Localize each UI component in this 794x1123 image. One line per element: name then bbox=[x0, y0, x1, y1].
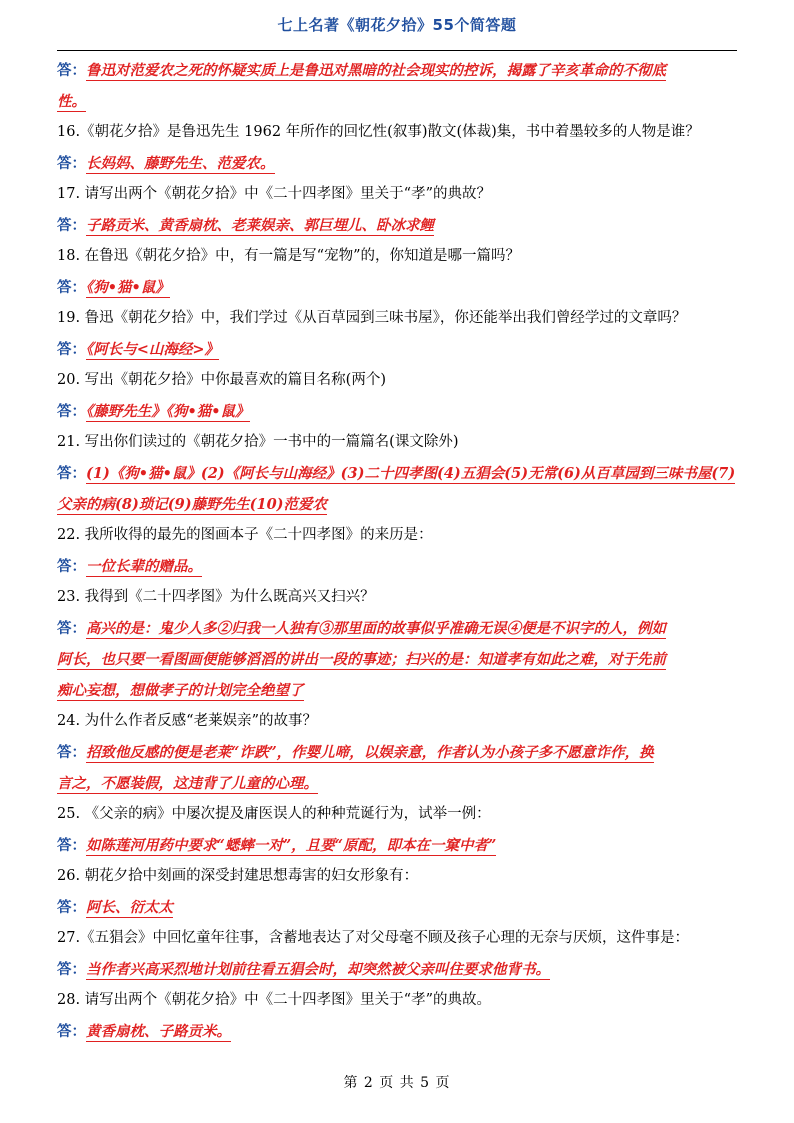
answer-text: 《狗•猫•鼠》 bbox=[86, 279, 170, 296]
answer-text: 阿长、衍太太 bbox=[86, 899, 173, 916]
answer-label: 答： bbox=[57, 62, 86, 79]
answer-text: 长妈妈、藤野先生、范爱农。 bbox=[86, 155, 275, 172]
answer-line bbox=[57, 551, 737, 582]
answer-text: 鲁迅对范爱农之死的怀疑实质上是鲁迅对黑暗的社会现实的控诉，揭露了辛亥革命的不彻底 bbox=[86, 62, 666, 79]
answer-label: 答： bbox=[57, 620, 86, 637]
page-header-title: 七上名著《朝花夕拾》55个简答题 bbox=[277, 16, 517, 34]
question-line: 25. 《父亲的病》中屡次提及庸医误人的种种荒诞行为，试举一例： bbox=[57, 806, 491, 822]
answer-text: 父亲的病(8)琐记(9)藤野先生(10)范爱农 bbox=[57, 496, 328, 513]
answer-label: 答： bbox=[57, 899, 86, 916]
question-line: 27.《五猖会》中回忆童年往事，含蓄地表达了对父母毫不顾及孩子心理的无奈与厌烦，这件事是： bbox=[57, 930, 690, 946]
answer-text: 高兴的是：鬼少人多②归我一人独有③那里面的故事似乎准确无误④便是不识字的人，例如 bbox=[86, 620, 666, 637]
answer-text: 阿长，也只要一看图画便能够滔滔的讲出一段的事迹；扫兴的是：知道孝有如此之难，对于先前 bbox=[57, 651, 666, 668]
answer-line bbox=[57, 489, 737, 520]
answer-line bbox=[57, 272, 737, 303]
answer-line bbox=[57, 613, 737, 644]
answer-text: 一位长辈的赠品。 bbox=[86, 558, 202, 575]
answer-text: 当作者兴高采烈地计划前往看五猖会时，却突然被父亲叫住要求他背书。 bbox=[86, 961, 550, 978]
answer-label: 答： bbox=[57, 279, 86, 296]
answer-label: 答： bbox=[57, 558, 86, 575]
answer-line bbox=[57, 55, 737, 86]
question-line: 24. 为什么作者反感“老莱娱亲”的故事？ bbox=[57, 713, 317, 729]
answer-line bbox=[57, 148, 737, 179]
question-line: 16.《朝花夕拾》是鲁迅先生 1962 年所作的回忆性(叙事)散文(体裁)集，书中着墨较多的人物是谁？ bbox=[57, 124, 700, 140]
answer-line bbox=[57, 768, 737, 799]
answer-line bbox=[57, 396, 737, 427]
answer-line bbox=[57, 954, 737, 985]
answer-label: 答： bbox=[57, 341, 86, 358]
question-line: 18. 在鲁迅《朝花夕拾》中，有一篇是写“宠物”的，你知道是哪一篇吗？ bbox=[57, 248, 520, 264]
question-line: 19. 鲁迅《朝花夕拾》中，我们学过《从百草园到三味书屋》，你还能举出我们曾经学过的文章吗？ bbox=[57, 310, 687, 326]
answer-text: 痴心妄想，想做孝子的计划完全绝望了 bbox=[57, 682, 304, 699]
answer-line bbox=[57, 830, 737, 861]
qa-content bbox=[57, 55, 737, 1047]
answer-line bbox=[57, 458, 737, 489]
answer-line bbox=[57, 675, 737, 706]
question-line: 26. 朝花夕拾中刻画的深受封建思想毒害的妇女形象有： bbox=[57, 868, 419, 884]
answer-label: 答： bbox=[57, 837, 86, 854]
answer-label: 答： bbox=[57, 465, 86, 482]
answer-line bbox=[57, 210, 737, 241]
header-divider bbox=[57, 50, 737, 51]
answer-text: 《阿长与<山海经>》 bbox=[86, 341, 220, 358]
answer-text: 子路贡米、黄香扇枕、老莱娱亲、郭巨埋儿、卧冰求鲤 bbox=[86, 217, 434, 234]
answer-line bbox=[57, 86, 737, 117]
answer-text: 如陈莲河用药中要求“蟋蟀一对”，且要“原配，即本在一窠中者” bbox=[86, 837, 497, 854]
question-line: 17. 请写出两个《朝花夕拾》中《二十四孝图》里关于“孝”的典故？ bbox=[57, 186, 491, 202]
question-line: 28. 请写出两个《朝花夕拾》中《二十四孝图》里关于“孝”的典故。 bbox=[57, 992, 491, 1008]
answer-label: 答： bbox=[57, 744, 86, 761]
answer-text: 《藤野先生》《狗•猫•鼠》 bbox=[86, 403, 250, 420]
answer-line bbox=[57, 334, 737, 365]
answer-text: 黄香扇枕、子路贡米。 bbox=[86, 1023, 231, 1040]
answer-line bbox=[57, 737, 737, 768]
answer-label: 答： bbox=[57, 961, 86, 978]
question-line: 20. 写出《朝花夕拾》中你最喜欢的篇目名称(两个) bbox=[57, 372, 386, 388]
answer-label: 答： bbox=[57, 403, 86, 420]
answer-line bbox=[57, 1016, 737, 1047]
answer-label: 答： bbox=[57, 155, 86, 172]
answer-label: 答： bbox=[57, 1023, 86, 1040]
answer-line bbox=[57, 892, 737, 923]
question-line: 22. 我所收得的最先的图画本子《二十四孝图》的来历是： bbox=[57, 527, 433, 543]
answer-text: 性。 bbox=[57, 93, 86, 110]
answer-line bbox=[57, 644, 737, 675]
answer-text: 招致他反感的便是老莱“诈跌”，作婴儿啼，以娱亲意，作者认为小孩子多不愿意诈作，换 bbox=[86, 744, 654, 761]
answer-text: (1)《狗•猫•鼠》(2)《阿长与山海经》(3)二十四孝图(4)五猖会(5)无常(6)从百草园到三味书屋(7) bbox=[86, 465, 736, 482]
question-line: 23. 我得到《二十四孝图》为什么既高兴又扫兴？ bbox=[57, 589, 375, 605]
question-line: 21. 写出你们读过的《朝花夕拾》一书中的一篇篇名(课文除外) bbox=[57, 434, 459, 450]
answer-text: 言之，不愿装假，这违背了儿童的心理。 bbox=[57, 775, 318, 792]
answer-label: 答： bbox=[57, 217, 86, 234]
page-footer: 第 2 页 共 5 页 bbox=[343, 1075, 451, 1091]
